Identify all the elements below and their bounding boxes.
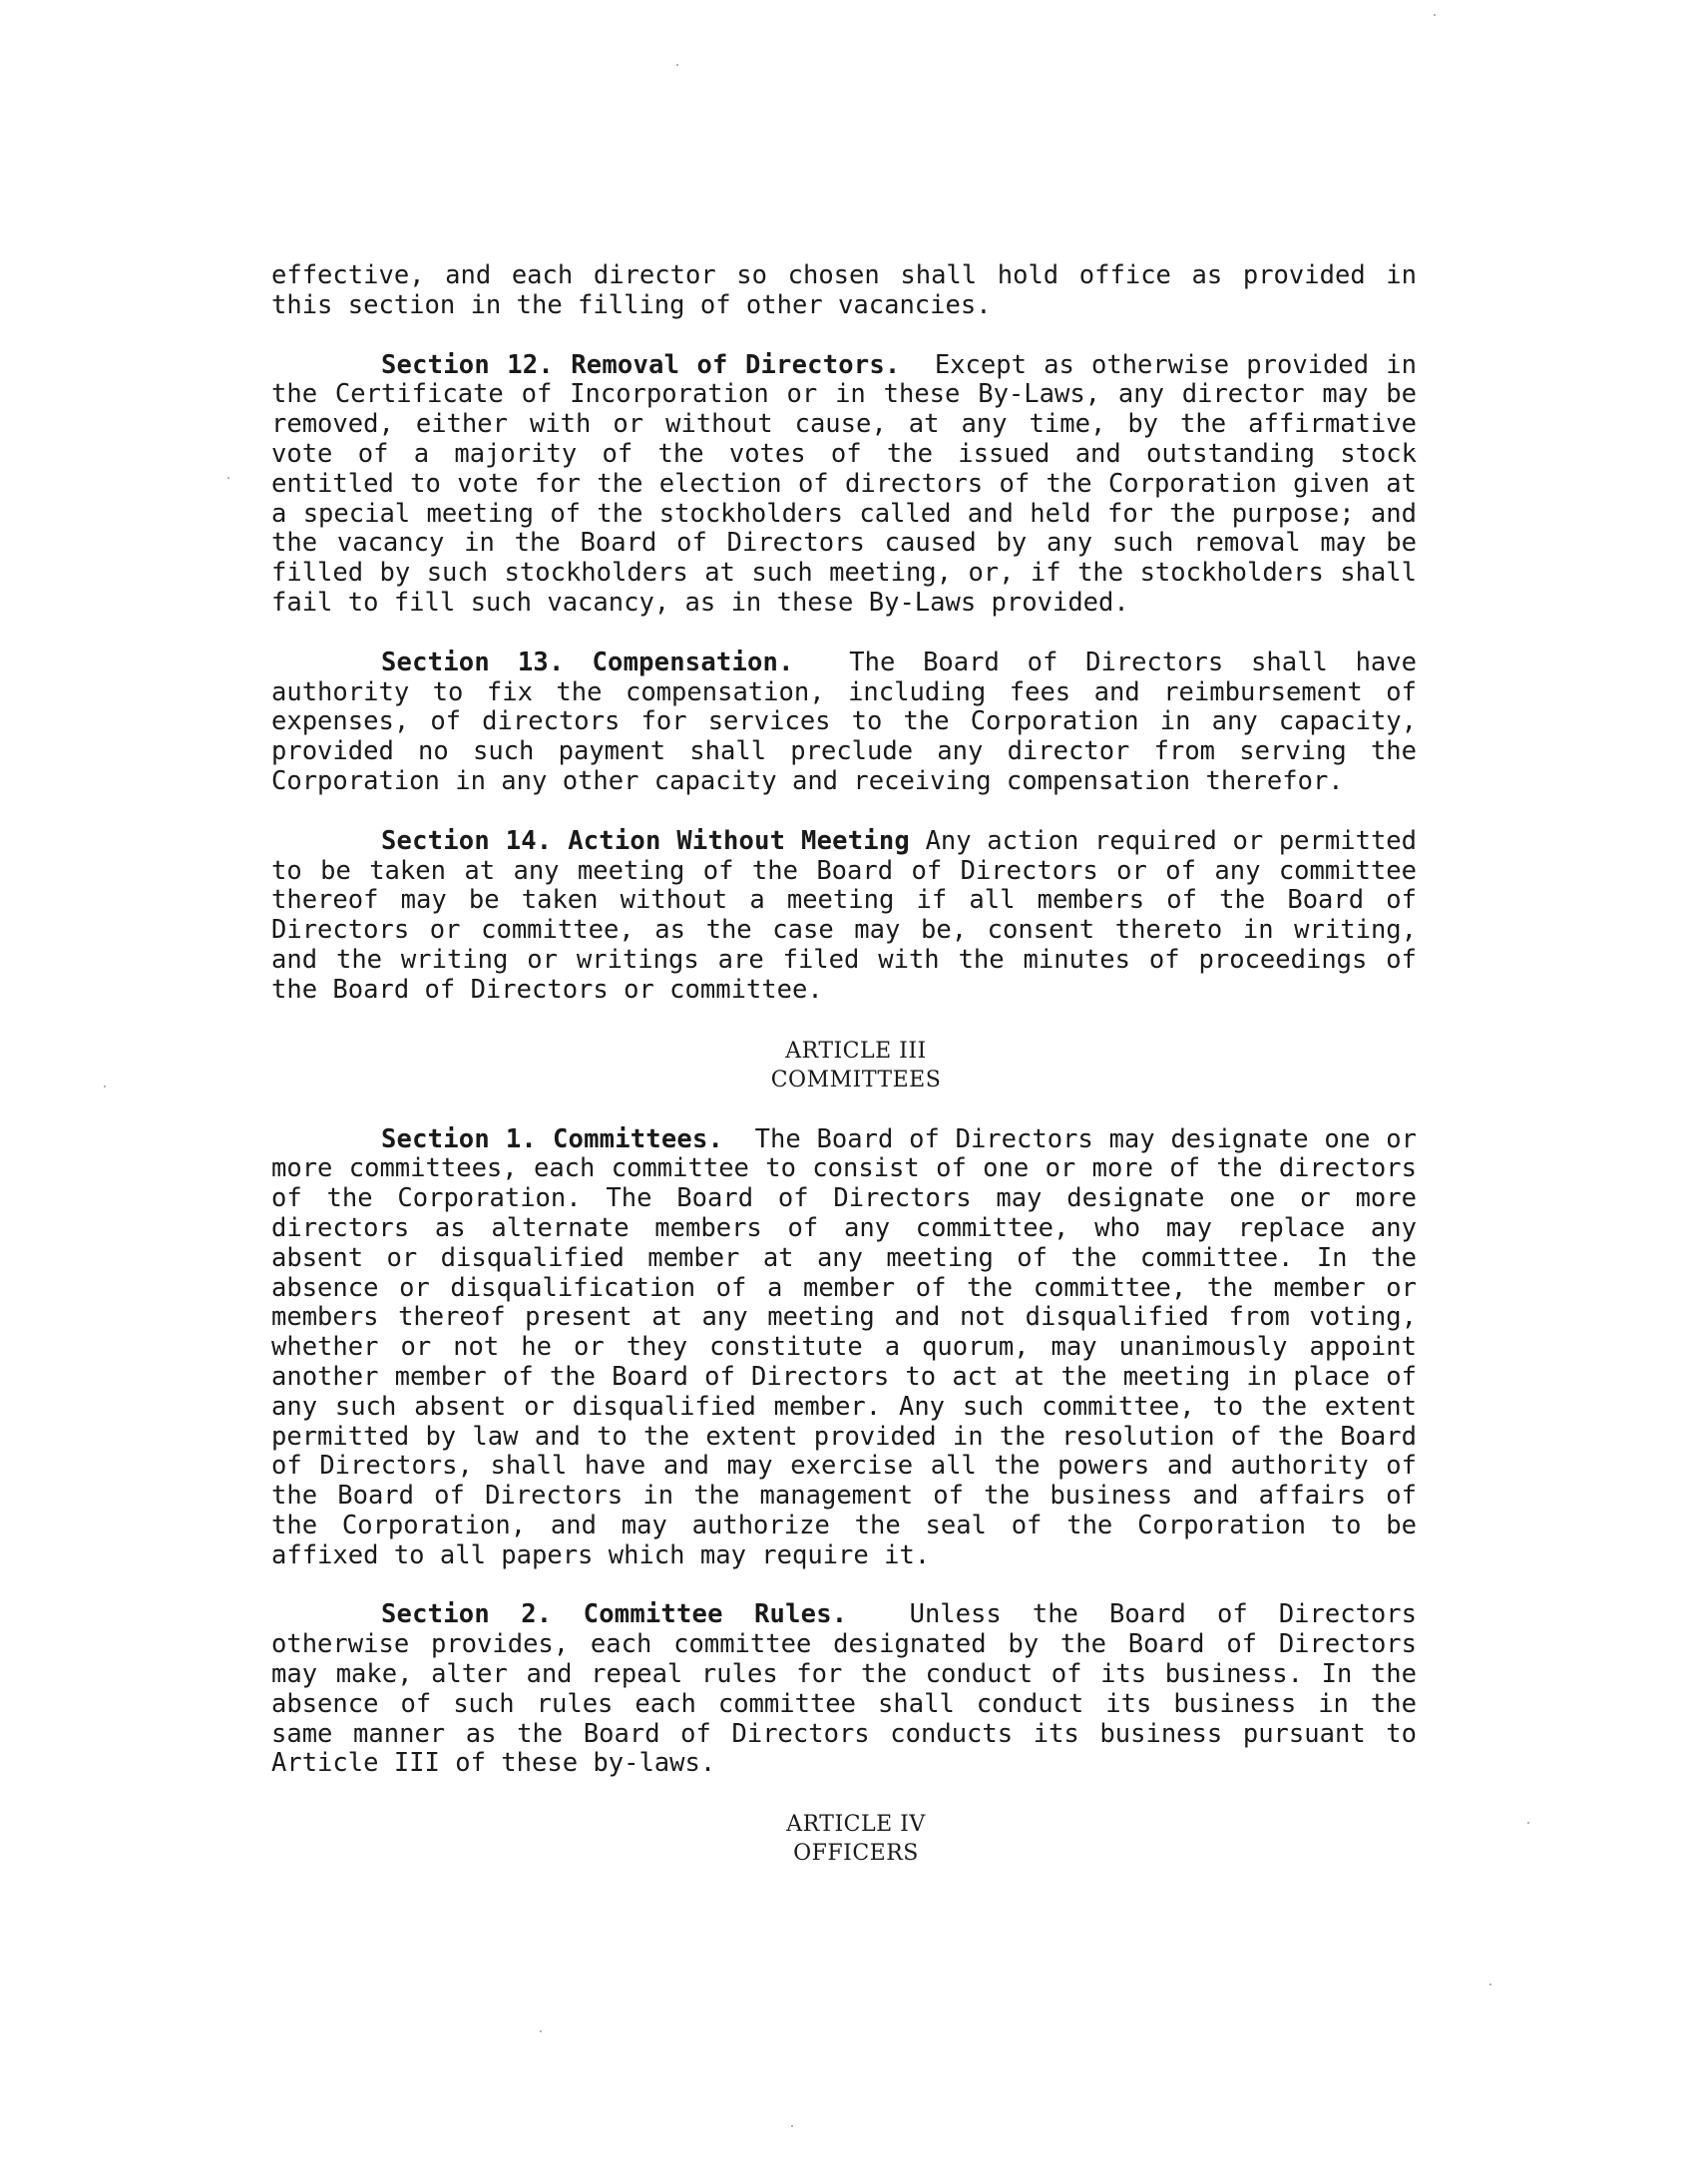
article-3-section-2-paragraph [271,1600,1417,1779]
article-3-section-2-heading: Section 2. Committee Rules. [381,1599,848,1630]
scan-speck [1434,14,1436,16]
section-13-paragraph [271,649,1417,797]
article-3-section-1-body: The Board of Directors may designate one or more committees, each committee to consist of one or more of the directors of the Corporation. The Board of Directors may designate one or more directors as alternate members of any committee, who may replace any absent or disqualified member at any meeting of the committee. In the absence or disqualification of a member of the committee, the member or members thereof present at any meeting and not disqualified from voting, whether or not he or they constitute a quorum, may unanimously appoint another member of the Board of Directors to act at the meeting in place of any such absent or disqualified member. Any such committee, to the extent permitted by law and to the extent provided in the resolution of the Board of Directors, shall have and may exercise all the powers and authority of the Board of Directors in the management of the business and affairs of the Corporation, and may authorize the seal of the Corporation to be affixed to all papers which may require it. [271,1123,1417,1570]
document-body [271,261,1417,1899]
article-4-number: ARTICLE IV [786,1812,926,1838]
article-3-heading [283,1037,1429,1094]
scan-speck [1527,1822,1529,1824]
article-4-title: OFFICERS [793,1841,919,1867]
section-13-heading: Section 13. Compensation. [381,647,794,677]
continuation-paragraph: effective, and each director so chosen shall hold office as provided in this section in the filling of other vacancies. [271,260,1417,320]
section-13-body: The Board of Directors shall have authority to fix the compensation, including fees and reimbursement of expenses, of directors for services to the Corporation in any capacity, provided no such payment shall preclude any director from serving the Corporation in any other capacity and receiving compensation therefor. [271,647,1417,796]
section-14-body: Any action required or permitted to be taken at any meeting of the Board of Directors or of any committee thereof may be taken without a meeting if all members of the Board of Directors or committee, as the case may be, consent thereto in writing, and the writing or writings are filed with the minutes of proceedings of the Board of Directors or committee. [271,825,1417,1005]
article-3-number: ARTICLE III [785,1038,927,1064]
section-14-paragraph [271,827,1417,1006]
scan-speck [227,477,229,479]
section-12-paragraph [271,351,1417,619]
article-3-title: COMMITTEES [770,1067,942,1092]
scan-speck [791,2125,793,2127]
section-12-heading: Section 12. Removal of Directors. [381,349,901,380]
section-12-body: Except as otherwise provided in the Certificate of Incorporation or in these By-Laws, any director may be removed, either with or without cause, at any time, by the affirmative vote of a majority of the votes of the issued and outstanding stock entitled to vote for the election of directors of the Corporation given at a special meeting of the stockholders called and held for the purpose; and the vacancy in the Board of Directors caused by any such removal may be filled by such stockholders at such meeting, or, if the stockholders shall fail to fill such vacancy, as in these By-Laws provided. [271,349,1417,618]
article-3-section-1-heading: Section 1. Committees. [381,1123,724,1154]
article-3-section-1-paragraph [271,1125,1417,1571]
scan-speck [540,2030,542,2032]
scan-speck [676,64,678,66]
article-4-heading [283,1810,1429,1868]
article-3-section-2-body: Unless the Board of Directors otherwise provides, each committee designated by the Board of Directors may make, alter and repeal rules for the conduct of its business. In the absence of such rules each committee shall conduct its business in the same manner as the Board of Directors conducts its business pursuant to Article III of these by-laws. [271,1599,1417,1779]
scan-speck [104,1086,106,1088]
scan-speck [1489,1983,1491,1985]
section-14-heading: Section 14. Action Without Meeting [381,825,910,856]
